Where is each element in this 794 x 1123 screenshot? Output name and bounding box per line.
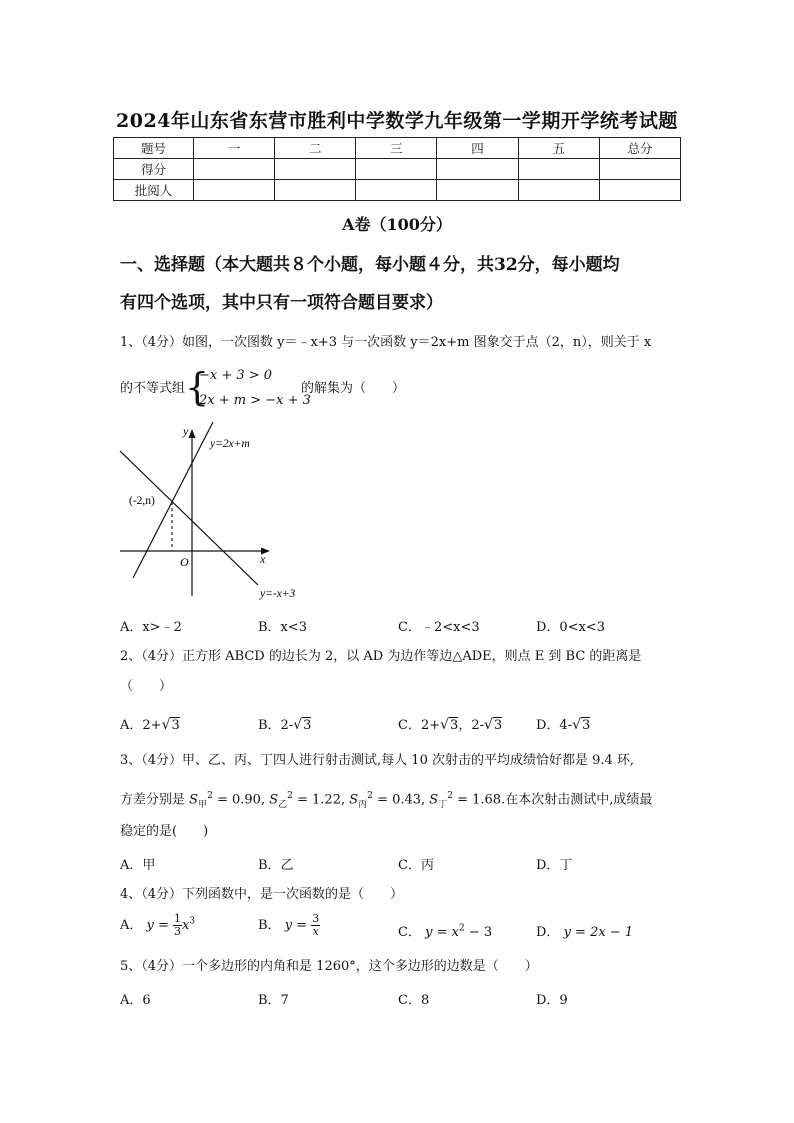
q3-stem-line1: 3、（4分）甲、乙、丙、丁四人进行射击测试,每人 10 次射击的平均成绩恰好都是 9.4 环, (120, 753, 635, 768)
line1-label: y=2x+m (210, 438, 250, 450)
q5-option-c[interactable]: C．8 (398, 993, 430, 1008)
score-cell (518, 180, 599, 201)
score-cell (356, 180, 437, 201)
score-header-cell: 二 (275, 138, 356, 159)
q2-option-d[interactable]: D．4-√3 (536, 717, 591, 733)
exam-title: 2024年山东省东营市胜利中学数学九年级第一学期开学统考试题 (116, 110, 678, 132)
q5-stem: 5、（4分）一个多边形的内角和是 1260°，这个多边形的边数是（ ） (120, 959, 538, 974)
score-row-label: 得分 (114, 159, 194, 180)
q4-stem: 4、（4分）下列函数中，是一次函数的是（ ） (120, 887, 404, 902)
line-y-neg-x-plus-3 (120, 451, 258, 585)
y-axis-label: y (183, 424, 189, 438)
q4-option-b[interactable]: B． y = $\frac{3}{x}$ (258, 912, 320, 938)
q1-option-d[interactable]: D．0<x<3 (536, 620, 606, 635)
q1-stem-suffix: 的解集为（ ） (301, 381, 406, 396)
score-table-row (114, 180, 681, 201)
q1-option-c[interactable]: C．﹣2<x<3 (398, 620, 480, 635)
score-header-cell: 五 (518, 138, 599, 159)
score-cell (194, 180, 275, 201)
q3-stem-line2: 方差分别是 $S_甲^2 = 0.90$, $S_乙^2 = 1.22$, $S_丙^2 = 0.43$, $S_丁^2 = 1.68$.在本次射击测试中,成绩最 (120, 791, 653, 810)
score-cell (356, 159, 437, 180)
q5-option-d[interactable]: D．9 (536, 993, 568, 1008)
score-table (113, 137, 681, 201)
score-table-header-row (114, 138, 681, 159)
q3-stem-line3: 稳定的是( ) (120, 824, 209, 839)
q4-option-d[interactable]: D． y = 2x − 1 (536, 925, 634, 940)
score-cell (437, 180, 518, 201)
x-axis-label: x (260, 552, 266, 566)
section-heading-line1: 一、选择题（本大题共８个小题，每小题４分，共32分，每小题均 (120, 255, 620, 275)
score-row-label: 批阅人 (114, 180, 194, 201)
origin-label: O (180, 555, 189, 569)
score-cell (518, 159, 599, 180)
section-heading-line2: 有四个选项，其中只有一项符合题目要求） (120, 293, 443, 313)
q4-option-a[interactable]: A． y = $\frac{1}{3}$ $x^3$ (120, 912, 196, 938)
volume-heading: A卷（100分） (342, 215, 452, 234)
score-cell (599, 180, 680, 201)
q1-stem-line1: 1、（4分）如图，一次图数 y＝﹣x+3 与一次函数 y＝2x+m 图象交于点（2，n），则关于 x (120, 335, 652, 350)
y-axis-arrow (189, 429, 196, 438)
q3-option-d[interactable]: D．丁 (536, 858, 573, 873)
q5-option-b[interactable]: B．7 (258, 993, 289, 1008)
fraction: $\frac{1}{3}$ (174, 912, 182, 938)
fraction: $\frac{3}{x}$ (312, 912, 320, 938)
q3-option-b[interactable]: B．乙 (258, 858, 294, 873)
q2-stem-line1: 2、（4分）正方形 ABCD 的边长为 2，以 AD 为边作等边△ADE，则点 E 到 BC 的距离是 (120, 649, 642, 664)
score-header-cell: 一 (194, 138, 275, 159)
score-header-cell: 四 (437, 138, 518, 159)
q1-inequality-1: −x + 3 > 0 (199, 368, 273, 383)
system-brace: { (185, 365, 210, 409)
score-header-cell: 题号 (114, 138, 194, 159)
score-cell (275, 159, 356, 180)
score-table-row (114, 159, 681, 180)
line2-label: y=-x+3 (260, 588, 296, 600)
q2-stem-line2: （ ） (120, 679, 173, 694)
intersection-label: (-2,n) (129, 495, 155, 507)
q4-option-c[interactable]: C． $y = x^2 - 3$ (398, 923, 493, 940)
score-cell (194, 159, 275, 180)
q1-option-b[interactable]: B．x<3 (258, 620, 308, 635)
q5-option-a[interactable]: A．6 (120, 993, 151, 1008)
q2-option-b[interactable]: B．2-√3 (258, 717, 312, 733)
q2-option-c[interactable]: C．2+√3，2-√3 (398, 717, 503, 733)
score-cell (437, 159, 518, 180)
q2-option-a[interactable]: A．2+√3 (120, 717, 180, 733)
score-cell (599, 159, 680, 180)
q3-option-c[interactable]: C．丙 (398, 858, 434, 873)
q1-stem-prefix: 的不等式组 (120, 381, 186, 396)
q3-option-a[interactable]: A．甲 (120, 858, 156, 873)
q1-option-a[interactable]: A．x>﹣2 (120, 620, 182, 635)
q1-graph (110, 418, 310, 604)
score-cell (275, 180, 356, 201)
q1-inequality-2: 2x + m > −x + 3 (199, 393, 311, 408)
score-header-cell: 三 (356, 138, 437, 159)
score-header-cell: 总分 (599, 138, 680, 159)
